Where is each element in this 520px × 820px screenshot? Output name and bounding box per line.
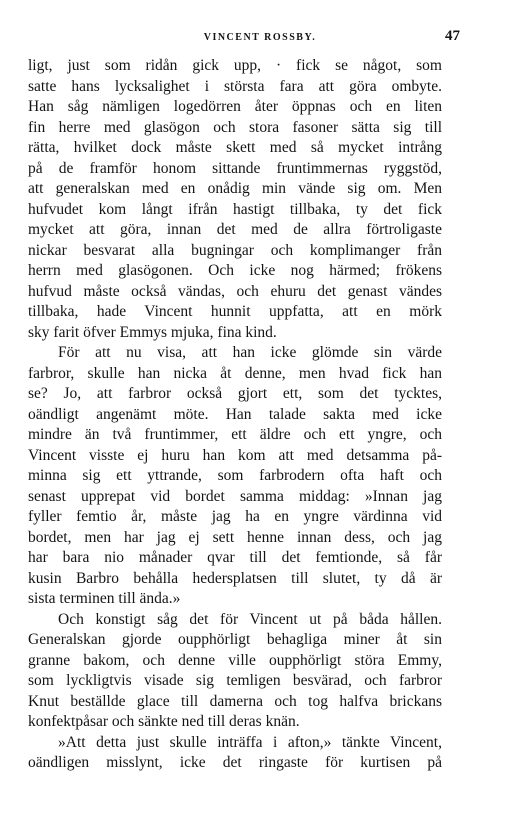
page-number: 47 (445, 28, 460, 44)
text-line: senast upprepat vid bordet samma middag: »Innan jag (28, 487, 442, 505)
text-line: oändligen misslynt, icke det ringaste för kurtisen på (28, 754, 442, 771)
text-line: mindre än två fruntimmer, ett äldre och ett yngre, och (28, 426, 442, 443)
text-line: på de framför honom sittande fruntimmernas ryggstöd, (28, 159, 442, 177)
text-line: granne bakom, och denne ville oupphörligt störa Emmy, (28, 651, 442, 669)
text-line: Och konstigt såg det för Vincent ut på båda hållen. (58, 610, 442, 628)
text-line: »Att detta just skulle inträffa i afton,» tänkte Vincent, (58, 733, 442, 751)
text-line: oändligt angenämt möte. Han talade sakta med icke (28, 405, 442, 423)
text-line: sista terminen till ända.» (28, 590, 181, 607)
text-line: konfektpåsar och sänkte ned till deras knän. (28, 713, 300, 730)
text-line: hufvud måste också vändas, och ehuru det genast vändes (28, 282, 442, 300)
text-line: har bara nio månader qvar till det femtionde, så får (28, 549, 442, 566)
text-line: sky farit öfver Emmys mjuka, fina kind. (28, 323, 277, 341)
text-line: tillbaka, hade Vincent hunnit uppfatta, att en mörk (28, 303, 442, 320)
text-line: Knut beställde glace till damerna och tog halfva brickans (28, 692, 442, 710)
running-title: VINCENT ROSSBY. (203, 32, 317, 43)
text-line: fin herre med glasögon och stora fasoner sätta sig till (28, 118, 442, 136)
text-line: mycket att göra, innan det med de allra förtroligaste (28, 221, 442, 238)
text-line: För att nu visa, att han icke glömde sin värde (58, 344, 442, 361)
text-line: att generalskan med en onådig min vände sig om. Men (28, 180, 442, 197)
text-line: Han såg nämligen logedörren åter öppnas och en liten (28, 98, 442, 115)
body-text (28, 56, 442, 774)
text-line: som lyckligtvis visade sig temligen besvärad, och farbror (28, 672, 442, 689)
text-line: hufvudet kom långt ifrån hastigt tillbaka, ty det fick (28, 200, 442, 218)
text-line: farbror, skulle han nicka åt denne, men hvad fick han (28, 364, 442, 382)
text-line: nickar besvarat alla bugningar och komplimanger från (28, 241, 442, 259)
text-line: herrn med glasögonen. Och icke nog härmed; frökens (28, 262, 442, 279)
text-line: Vincent visste ej huru han kom att med detsamma på- (28, 446, 442, 464)
text-line: fyller femtio år, måste jag ha en yngre värdinna vid (28, 508, 442, 525)
text-line: bordet, men har jag ej sett henne innan dess, och jag (28, 528, 442, 546)
text-line: se? Jo, att farbror också gjort ett, som det tycktes, (28, 385, 442, 402)
text-line: kusin Barbro behålla hedersplatsen till slutet, ty då är (28, 569, 442, 587)
text-line: minna sig ett yttrande, som farbrodern ofta haft och (28, 467, 442, 484)
text-line: satte hans lycksalighet i största fara att göra ombyte. (28, 77, 442, 95)
text-line: Generalskan gjorde oupphörligt behagliga miner åt sin (28, 631, 442, 648)
running-head (60, 28, 460, 48)
text-line: ligt, just som ridån gick upp, · fick se något, som (28, 57, 442, 74)
text-line: rätta, hvilket dock måste skett med så mycket intrång (28, 139, 442, 156)
